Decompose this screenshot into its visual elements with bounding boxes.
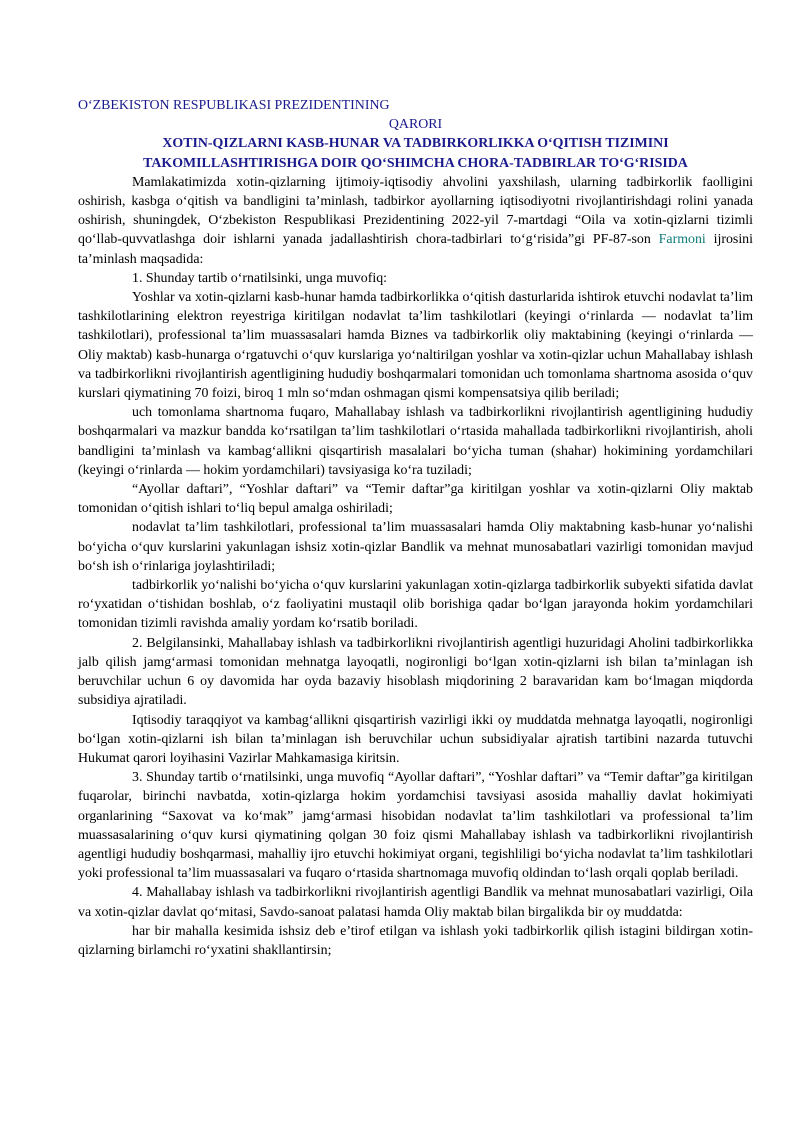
preamble-text-after-link: ijrosini ta’minlash maqsadida: <box>78 232 753 267</box>
clause-1-free-training-paragraph: “Ayollar daftari”, “Yoshlar daftari” va “Temir daftar”ga kiritilgan yoshlar va xotin-qizlarni Oliy maktab tomonidan o‘qitish ishlari to‘liq bepul amalga oshiriladi; <box>78 482 753 517</box>
issuing-authority: O‘ZBEKISTON RESPUBLIKASI PREZIDENTINING <box>78 98 390 113</box>
preamble-text-before-link: Mamlakatimizda xotin-qizlarning ijtimoiy-iqtisodiy ahvolini yaxshilash, ularning tadbirkorlik faolligini oshirish, kasbga o‘qitish va bandligini ta’minlash, tadbirkor ayollarning iqtisodiyotni rivojlantirishdagi rolini yanada oshirish, shuningdek, O‘zbekiston Respublikasi Prezidentining 2022-yil 7-martdagi “Oila va xotin-qizlarni tizimli qo‘llab-quvvatlashga doir ishlarni yanada jadallashtirish chora-tadbirlari to‘g‘risida”gi PF-87-son <box>78 174 753 248</box>
farmoni-link[interactable]: Farmoni <box>658 232 706 248</box>
document-page <box>78 96 753 960</box>
document-title-line-2: TAKOMILLASHTIRISHGA DOIR QO‘SHIMCHA CHORA-TADBIRLAR TO‘G‘RISIDA <box>143 155 688 171</box>
clause-1-heading: 1. Shunday tartib o‘rnatilsinki, unga muvofiq: <box>132 270 388 286</box>
clause-4-list-item: har bir mahalla kesimida ishsiz deb e’tirof etilgan va ishlash yoki tadbirkorlik qilish istagini bildirgan xotin-qizlarning birlamchi ro‘yxatini shakllantirsin; <box>78 923 753 958</box>
document-title <box>78 134 753 172</box>
document-type: QARORI <box>388 117 443 133</box>
clause-3-paragraph: 3. Shunday tartib o‘rnatilsinki, unga muvofiq “Ayollar daftari”, “Yoshlar daftari” va “Temir daftar”ga kiritilgan fuqarolar, birinchi navbatda, xotin-qizlarga hokim yordamchisi tavsiyasi asosida mahalliy davlat hokimiyati organlarining “Saxovat va ko‘mak” jamg‘armasi hisobidan nodavlat ta’lim tashkilotlari va professional ta’lim muassasalarining o‘quv kursi qiymatining qolgan 30 foiz qismi Mahallabay ishlash va tadbirkorlikni rivojlantirish agentligi hududiy boshqarmasi, mahalliy ijro etuvchi hokimiyat organi, tegishliligi bo‘yicha nodavlat ta’lim tashkilotlari yoki professional ta’lim muassasalari va fuqaro o‘rtasida shartnomaga muvofiq oldindan to‘lash orqali qoplab beriladi. <box>78 770 753 882</box>
clause-2-ministry-paragraph: Iqtisodiy taraqqiyot va kambag‘allikni qisqartirish vazirligi ikki oy muddatda mehnatga layoqatli, nogironligi bo‘lgan xotin-qizlarni ish bilan ta’minlagan ish beruvchilar uchun subsidiyalar ajratish tartibini nazarda tutuvchi Hukumat qarori loyihasini Vazirlar Mahkamasiga kiritsin. <box>78 712 753 766</box>
clause-1-compensation-paragraph: Yoshlar va xotin-qizlarni kasb-hunar hamda tadbirkorlikka o‘qitish dasturlarida ishtirok etuvchi nodavlat ta’lim tashkilotlarining elektron reyestriga kiritilgan nodavlat ta’lim tashkilotlari (keyingi o‘rinlarda — nodavlat ta’lim tashkilotlari), professional ta’lim muassasalari hamda Biznes va tadbirkorlik oliy maktabining (keyingi o‘rinlarda — Oliy maktab) kasb-hunarga o‘rgatuvchi o‘quv kurslariga yo‘naltirilgan yoshlar va xotin-qizlar uchun Mahallabay ishlash va tadbirkorlikni rivojlantirish agentligining hududiy boshqarmalari tomonidan uch tomonlama shartnoma asosida o‘quv kurslari qiymatining 70 foizi, biroq 1 mln so‘mdan oshmagan qismi kompensatsiya qilib beriladi; <box>78 290 753 402</box>
preamble-paragraph <box>78 173 753 269</box>
clause-1-support-paragraph: tadbirkorlik yo‘nalishi bo‘yicha o‘quv kurslarini yakunlagan xotin-qizlarga tadbirkorlik subyekti sifatida davlat ro‘yxatidan o‘tishidan boshlab, o‘z faoliyatini mustaqil olib borishiga qadar bo‘lgan jarayonda hokim yordamchilari tomonidan tizimli ravishda amaliy yordam ko‘rsatib boriladi. <box>78 578 753 632</box>
document-title-line-1: XOTIN-QIZLARNI KASB-HUNAR VA TADBIRKORLIKKA O‘QITISH TIZIMINI <box>162 136 669 152</box>
clause-1-contract-paragraph: uch tomonlama shartnoma fuqaro, Mahallabay ishlash va tadbirkorlikni rivojlantirish agentligining hududiy boshqarmalari va mazkur bandda ko‘rsatilgan ta’lim tashkilotlari o‘rtasida mahallada tadbirkorlikni rivojlantirish, aholi bandligini ta’minlash va kambag‘allikni qisqartirish masalalari bo‘yicha tuman (shahar) hokimining yordamchilari (keyingi o‘rinlarda — hokim yordamchilari) tavsiyasiga ko‘ra tuziladi; <box>78 405 753 478</box>
clause-2-paragraph: 2. Belgilansinki, Mahallabay ishlash va tadbirkorlikni rivojlantirish agentligi huzuridagi Aholini tadbirkorlikka jalb qilish jamg‘armasi tomonidan mehnatga layoqatli, nogironligi bo‘lgan xotin-qizlarni ish bilan ta’minlagan ish beruvchilar uchun 6 oy davomida har oyda bazaviy hisoblash miqdorining 2 baravaridan kam bo‘lmagan miqdorda subsidiya ajratiladi. <box>78 635 753 709</box>
clause-4-paragraph: 4. Mahallabay ishlash va tadbirkorlikni rivojlantirish agentligi Bandlik va mehnat munosabatlari vazirligi, Oila va xotin-qizlar davlat qo‘mitasi, Savdo-sanoat palatasi hamda Oliy maktab bilan birgalikda bir oy muddatda: <box>78 885 753 920</box>
clause-1-employment-paragraph: nodavlat ta’lim tashkilotlari, professional ta’lim muassasalari hamda Oliy maktabning kasb-hunar yo‘nalishi bo‘yicha o‘quv kurslarini yakunlagan ishsiz xotin-qizlar Bandlik va mehnat munosabatlari vazirligi tomonidan mavjud bo‘sh ish o‘rinlariga joylashtiriladi; <box>78 520 753 574</box>
